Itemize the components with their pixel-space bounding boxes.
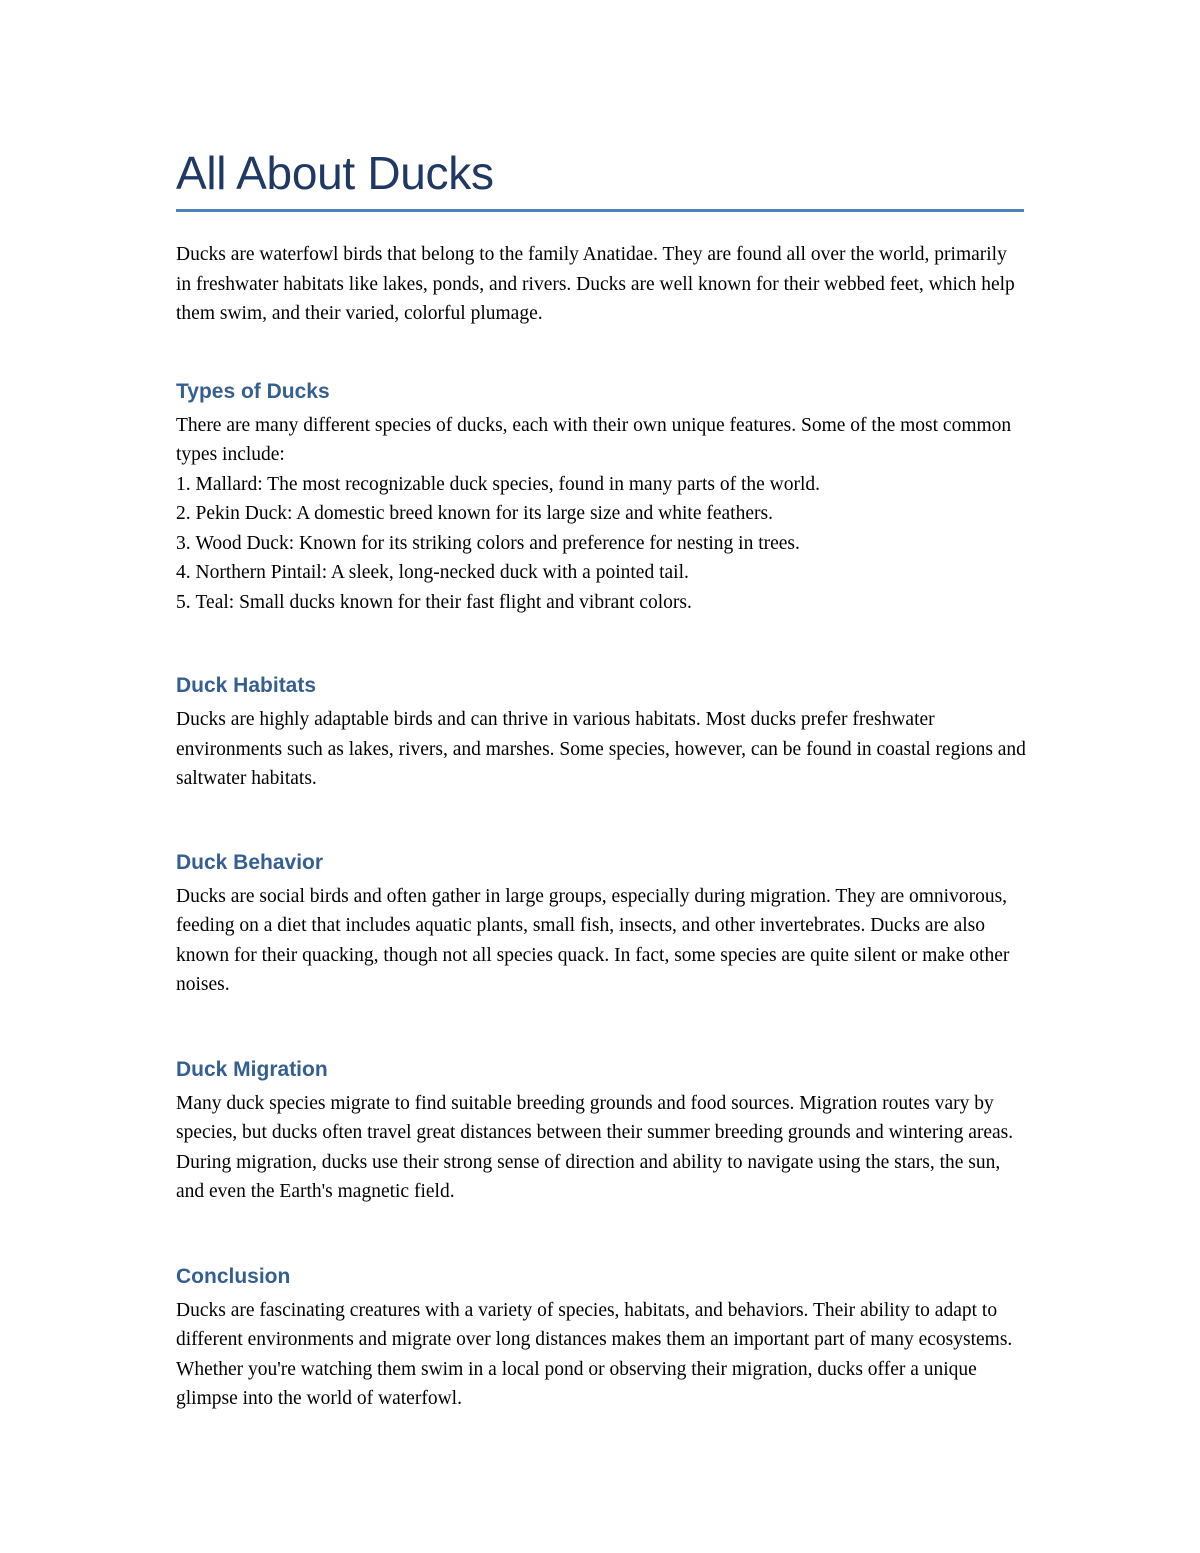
list-item (176, 588, 1026, 618)
behavior-paragraph: Ducks are social birds and often gather in large groups, especially during migration. They are omnivorous, feeding on a diet that includes aquatic plants, small fish, insects, and other invertebrates. Ducks are also known for their quacking, though not all species quack. In fact, some species are quite silent or make other noises. (176, 885, 1010, 995)
section-heading-behavior: Duck Behavior (176, 850, 324, 874)
section-duck-habitats (176, 671, 1026, 794)
title-underline-rule (176, 209, 1024, 212)
list-item-number: 3. (176, 532, 196, 554)
list-item-text: Teal: Small ducks known for their fast flight and vibrant colors. (195, 591, 692, 613)
list-item-number: 1. (176, 473, 196, 495)
list-item-number: 5. (176, 591, 196, 613)
duck-types-list (176, 470, 1026, 618)
list-item-text: Wood Duck: Known for its striking colors and preference for nesting in trees. (195, 532, 800, 554)
list-item (176, 499, 1026, 529)
document-body (176, 140, 1026, 1414)
list-item (176, 529, 1026, 559)
intro-paragraph: Ducks are waterfowl birds that belong to the family Anatidae. They are found all over the world, primarily in freshwater habitats like lakes, ponds, and rivers. Ducks are well known for their webbed feet, which help them swim, and their varied, colorful plumage. (176, 244, 1015, 324)
list-item-text: Pekin Duck: A domestic breed known for its large size and white feathers. (195, 503, 773, 524)
document-title: All About Ducks (176, 147, 494, 199)
section-types-of-ducks (176, 377, 1026, 618)
section-heading-conclusion: Conclusion (176, 1264, 291, 1288)
section-duck-behavior (176, 848, 1026, 1000)
section-heading-migration: Duck Migration (176, 1057, 328, 1081)
migration-paragraph: Many duck species migrate to find suitable breeding grounds and food sources. Migration routes vary by species, but ducks often travel great distances between their summer breeding grounds and wintering areas. During migration, ducks use their strong sense of direction and ability to navigate using the stars, the sun, and even the Earth's magnetic field. (176, 1092, 1014, 1202)
habitats-paragraph: Ducks are highly adaptable birds and can thrive in various habitats. Most ducks prefer freshwater environments such as lakes, rivers, and marshes. Some species, however, can be found in coastal regions and saltwater habitats. (176, 709, 1026, 789)
list-item-text: Northern Pintail: A sleek, long-necked duck with a pointed tail. (195, 562, 689, 583)
list-item-number: 2. (176, 503, 196, 524)
types-paragraph: There are many different species of ducks, each with their own unique features. Some of the most common types include: (176, 414, 1012, 465)
list-item (176, 470, 1026, 500)
conclusion-paragraph: Ducks are fascinating creatures with a variety of species, habitats, and behaviors. Their ability to adapt to different environments and migrate over long distances makes them an important part of many ecosystems. Whether you're watching them swim in a local pond or observing their migration, ducks offer a unique glimpse into the world of waterfowl. (176, 1299, 1013, 1409)
section-heading-types: Types of Ducks (176, 379, 330, 403)
section-duck-migration (176, 1055, 1026, 1207)
list-item-number: 4. (176, 562, 196, 583)
list-item-text: Mallard: The most recognizable duck species, found in many parts of the world. (195, 473, 821, 495)
list-item (176, 558, 1026, 588)
section-conclusion (176, 1262, 1026, 1414)
section-heading-habitats: Duck Habitats (176, 674, 317, 697)
